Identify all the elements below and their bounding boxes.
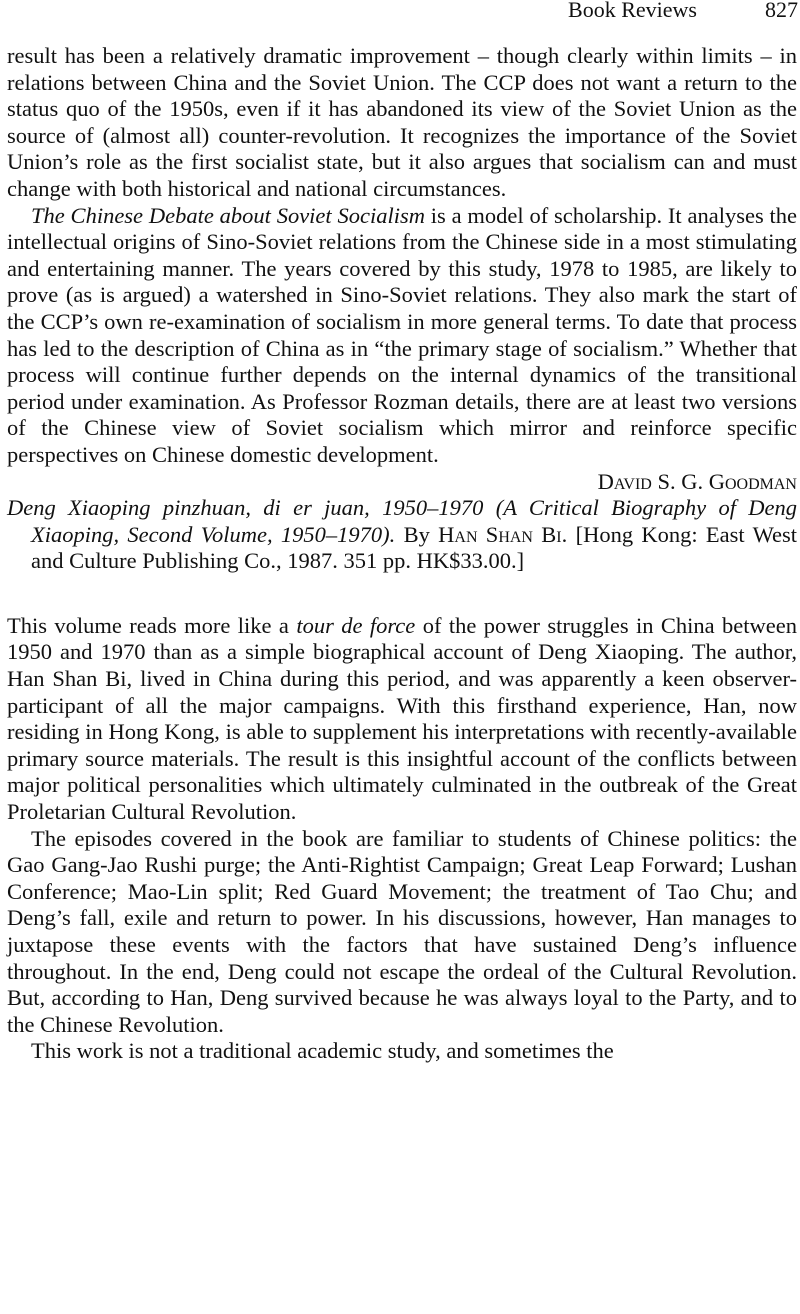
review2-title-english: (A Critical Biography of Deng Xiaoping, Second Volume, 1950–1970). [31, 495, 798, 547]
review1-paragraph-1: result has been a relatively dramatic improvement – though clearly within limits – in relations between China and the Soviet Union. The CCP does not want a return to the status quo of the 1950s, even if it has abandoned its view of the Soviet Union as the source of (almost all) counter-revolution. It recognizes the importance of the Soviet Union’s role as the first socialist state, but it also argues that socialism can and must change with both historical and national circumstances. [7, 43, 797, 201]
review2-p1-before: This volume reads more like a [7, 612, 289, 638]
review1-paragraph-2-text: is a model of scholarship. It analyses the intellectual origins of Sino-Soviet relations from the Chinese side in a most stimulating and entertaining manner. The years covered by this study, 1978 to 1985, are likely to prove (as is argued) a watershed in Sino-Soviet relations. They also mark the start of the CCP’s own re-examination of socialism in more general terms. To date that process has led to the description of China as in “the primary stage of socialism.” Whether that process will continue further depends on the internal dynamics of the transitional period under examination. As Professor Rozman details, there are at least two versions of the Chinese view of Soviet socialism which mirror and reinforce specific perspectives on Chinese domestic development. [7, 202, 797, 467]
article-body [7, 43, 797, 1065]
review2-paragraph-2: The episodes covered in the book are familiar to students of Chinese politics: the Gao Gang-Jao Rushi purge; the Anti-Rightist Campaign; Great Leap Forward; Lushan Conference; Mao-Lin split; Red Guard Movement; the treatment of Tao Chu; and Deng’s fall, exile and return to power. In his discussions, however, Han manages to juxtapose these events with the factors that have sustained Deng’s influence throughout. In the end, Deng could not escape the ordeal of the Cultural Revolution. But, according to Han, Deng survived because he was always loyal to the Party, and to the Chinese Revolution. [7, 825, 797, 1037]
review2-author: Han Shan Bi. [438, 521, 568, 547]
review1-reviewer: David S. G. Goodman [597, 468, 797, 494]
section-spacer [7, 575, 797, 613]
review2-paragraph-3: This work is not a traditional academic study, and sometimes the [31, 1038, 614, 1064]
review1-paragraph-2 [7, 203, 797, 469]
review2-heading [7, 495, 797, 575]
review2-title-pinyin: Deng Xiaoping pinzhuan, di er juan, 1950–1970 [7, 495, 484, 521]
page-number: 827 [765, 0, 798, 22]
review2-p1-after: of the power struggles in China between 1950 and 1970 than as a simple biographical account of Deng Xiaoping. The author, Han Shan Bi, lived in China during this period, and was apparently a keen observer-participant of all the major campaigns. With this firsthand experience, Han, now residing in Hong Kong, is able to supplement his interpretations with recently-available primary source materials. The result is this insightful account of the conflicts between major political personalities which ultimately culminated in the outbreak of the Great Proletarian Cultural Revolution. [7, 612, 798, 825]
running-header-section: Book Reviews [568, 0, 697, 22]
review2-by: By [403, 521, 430, 547]
review2-paragraph-1 [7, 613, 797, 826]
review2-p1-italic: tour de force [296, 612, 416, 638]
review1-book-title: The Chinese Debate about Soviet Socialism [31, 202, 425, 228]
review2-publication: [Hong Kong: East West and Culture Publishing Co., 1987. 351 pp. HK$33.00.] [31, 521, 798, 574]
running-header [440, 0, 800, 26]
